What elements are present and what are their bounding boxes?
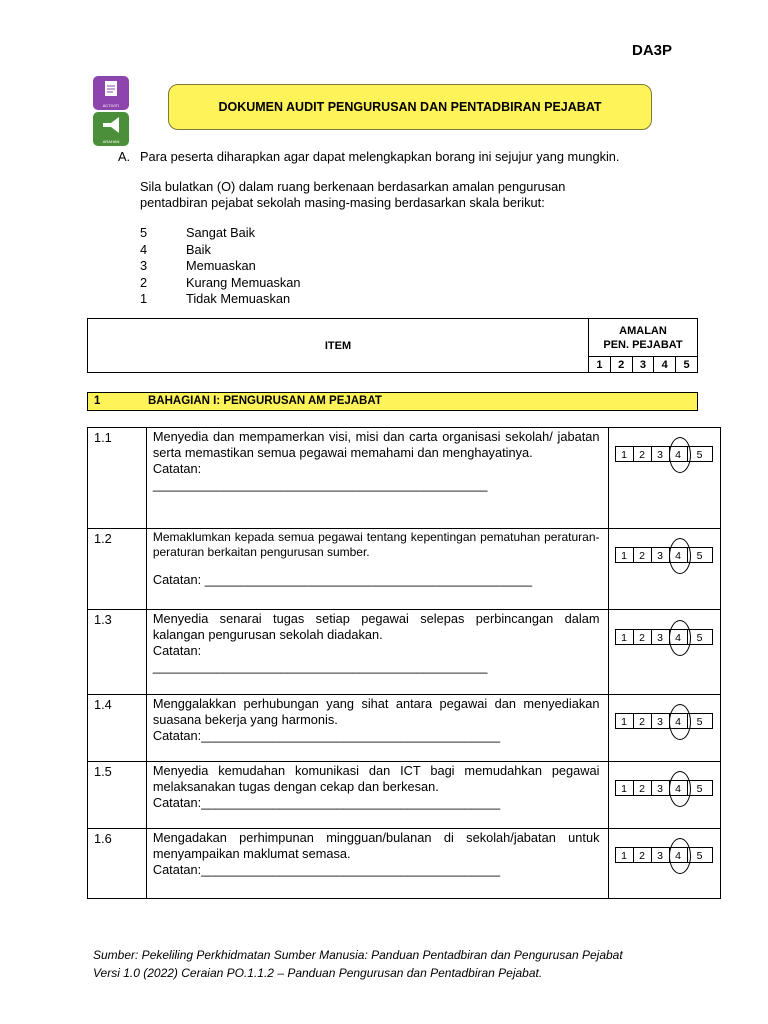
footer-line-2: Versi 1.0 (2022) Ceraian PO.1.1.2 – Panduan Pengurusan dan Pentadbiran Pejabat. (93, 966, 543, 980)
document-icon (93, 76, 129, 110)
item-cell (146, 610, 608, 695)
item-text: Menyedia kemudahan komunikasi dan ICT bagi memudahkan pegawai melaksanakan tugas dengan cekap dan berkesan. (152, 763, 600, 794)
selected-rating-circle (669, 620, 691, 656)
item-text: Memaklumkan kepada semua pegawai tentang kepentingan pematuhan peraturan-peraturan berkaitan pengurusan sumber. (152, 530, 600, 559)
activity-icon-label: ACTIVITI (102, 103, 120, 108)
amalan-header: AMALAN PEN. PEJABAT (589, 319, 698, 357)
table-row (88, 762, 721, 829)
items-table (87, 427, 721, 899)
rating-option[interactable]: 5 (687, 547, 713, 563)
catatan-field[interactable] (153, 643, 600, 659)
rating-scale[interactable] (616, 446, 713, 462)
selected-rating-circle (669, 538, 691, 574)
rating-scale[interactable] (616, 713, 713, 729)
item-number: 1.1 (88, 428, 147, 529)
catatan-label: Catatan: (152, 862, 202, 877)
item-header: ITEM (88, 319, 589, 373)
table-row (88, 610, 721, 695)
item-cell (146, 428, 608, 529)
rating-option[interactable]: 4 (669, 446, 688, 462)
catatan-line[interactable]: _______________________________________________ (152, 477, 488, 492)
rating-option[interactable]: 4 (669, 547, 688, 563)
item-cell (146, 529, 608, 610)
item-text: Menggalakkan perhubungan yang sihat antara pegawai dan menyediakan suasana bekerja yang harmonis. (152, 696, 600, 727)
rating-option[interactable]: 5 (687, 629, 713, 645)
megaphone-icon (93, 112, 129, 146)
rating-option[interactable]: 1 (615, 547, 634, 563)
footer-source (93, 946, 693, 982)
catatan-field[interactable] (153, 572, 600, 588)
col-header: 2 (610, 357, 632, 373)
catatan-line[interactable]: __________________________________________ (201, 728, 501, 743)
item-number: 1.6 (88, 829, 147, 899)
col-header: 3 (632, 357, 654, 373)
scale-row: 4 Baik (140, 241, 211, 257)
table-header (87, 318, 698, 373)
rating-option[interactable]: 2 (633, 847, 652, 863)
catatan-field[interactable] (153, 795, 600, 811)
rating-option[interactable]: 1 (615, 713, 634, 729)
rating-scale[interactable] (616, 847, 713, 863)
catatan-line[interactable]: __________________________________________ (201, 862, 501, 877)
selected-rating-circle (669, 437, 691, 473)
catatan-label: Catatan: (152, 572, 202, 587)
rating-option[interactable]: 2 (633, 446, 652, 462)
rating-option[interactable]: 1 (615, 629, 634, 645)
table-row (88, 695, 721, 762)
selected-rating-circle (669, 771, 691, 807)
rating-option[interactable]: 2 (633, 629, 652, 645)
rating-option[interactable]: 5 (687, 847, 713, 863)
rating-option[interactable]: 5 (687, 446, 713, 462)
item-text: Mengadakan perhimpunan mingguan/bulanan di sekolah/jabatan untuk menyampaikan maklumat semasa. (152, 830, 600, 861)
catatan-label: Catatan: (152, 643, 202, 658)
rating-option[interactable]: 2 (633, 547, 652, 563)
rating-cell (608, 610, 721, 695)
rating-option[interactable]: 4 (669, 780, 688, 796)
item-text: Menyedia senarai tugas setiap pegawai selepas perbincangan dalam kalangan pengurusan sekolah diadakan. (152, 611, 600, 642)
item-cell (146, 695, 608, 762)
document-code: DA3P (632, 42, 673, 59)
rating-option[interactable]: 1 (615, 446, 634, 462)
item-cell (146, 762, 608, 829)
section-number: 1 (94, 395, 101, 407)
catatan-field[interactable] (153, 728, 600, 744)
rating-option[interactable]: 3 (651, 547, 670, 563)
rating-option[interactable]: 3 (651, 780, 670, 796)
scale-row: 2 Kurang Memuaskan (140, 274, 301, 290)
footer-line-1: Sumber: Pekeliling Perkhidmatan Sumber Manusia: Panduan Pentadbiran dan Pengurusan Pejabat (93, 948, 623, 962)
catatan-field[interactable] (153, 862, 600, 878)
rating-cell (608, 695, 721, 762)
rating-option[interactable]: 1 (615, 780, 634, 796)
catatan-line[interactable]: ______________________________________________ (204, 572, 533, 587)
rating-cell (608, 762, 721, 829)
rating-cell (608, 829, 721, 899)
catatan-line[interactable]: _______________________________________________ (152, 659, 488, 674)
rating-option[interactable]: 5 (687, 780, 713, 796)
selected-rating-circle (669, 704, 691, 740)
document-title: DOKUMEN AUDIT PENGURUSAN DAN PENTADBIRAN PEJABAT (168, 84, 652, 130)
rating-option[interactable]: 2 (633, 780, 652, 796)
rating-option[interactable]: 3 (651, 446, 670, 462)
catatan-label: Catatan: (152, 461, 202, 476)
rating-option[interactable]: 4 (669, 847, 688, 863)
item-cell (146, 829, 608, 899)
rating-option[interactable]: 4 (669, 629, 688, 645)
item-number: 1.4 (88, 695, 147, 762)
item-number: 1.3 (88, 610, 147, 695)
rating-option[interactable]: 2 (633, 713, 652, 729)
item-number: 1.5 (88, 762, 147, 829)
rating-scale[interactable] (616, 780, 713, 796)
selected-rating-circle (669, 838, 691, 874)
scale-row: 3 Memuaskan (140, 258, 256, 273)
scale-row: 1 Tidak Memuaskan (140, 291, 291, 306)
col-header: 4 (654, 357, 676, 373)
rating-cell (608, 428, 721, 529)
catatan-line-row[interactable] (153, 659, 600, 675)
rating-option[interactable]: 4 (669, 713, 688, 729)
catatan-label: Catatan: (152, 795, 202, 810)
item-text: Menyedia dan mempamerkan visi, misi dan carta organisasi sekolah/ jabatan serta memastikan semua pegawai memahami dan menghayatinya. (152, 429, 600, 460)
table-row (88, 529, 721, 610)
scale-row: 5 Sangat Baik (140, 225, 256, 240)
rating-scale[interactable] (616, 629, 713, 645)
catatan-field[interactable] (153, 461, 600, 477)
rating-option[interactable]: 3 (651, 713, 670, 729)
rating-scale[interactable] (616, 547, 713, 563)
section-bar (87, 392, 698, 411)
table-row (88, 428, 721, 529)
intro-line-3: pentadbiran pejabat sekolah masing-masing berdasarkan skala berikut: (140, 195, 545, 210)
rating-option[interactable]: 3 (651, 629, 670, 645)
rating-option[interactable]: 5 (687, 713, 713, 729)
scale-legend (140, 225, 301, 307)
rating-option[interactable]: 1 (615, 847, 634, 863)
intro-line-1: Para peserta diharapkan agar dapat melengkapkan borang ini sejujur yang mungkin. (140, 149, 620, 164)
catatan-line-row[interactable] (153, 477, 600, 493)
table-row (88, 829, 721, 899)
col-header: 1 (589, 357, 611, 373)
info-icon-label: ARAHAN (102, 139, 120, 144)
intro-marker: A. (118, 149, 131, 164)
catatan-label: Catatan: (152, 728, 202, 743)
intro-line-2: Sila bulatkan (O) dalam ruang berkenaan berdasarkan amalan pengurusan (140, 179, 566, 194)
rating-cell (608, 529, 721, 610)
catatan-line[interactable]: __________________________________________ (201, 795, 501, 810)
rating-option[interactable]: 3 (651, 847, 670, 863)
section-title: BAHAGIAN I: PENGURUSAN AM PEJABAT (148, 395, 382, 407)
item-number: 1.2 (88, 529, 147, 610)
col-header: 5 (676, 357, 698, 373)
